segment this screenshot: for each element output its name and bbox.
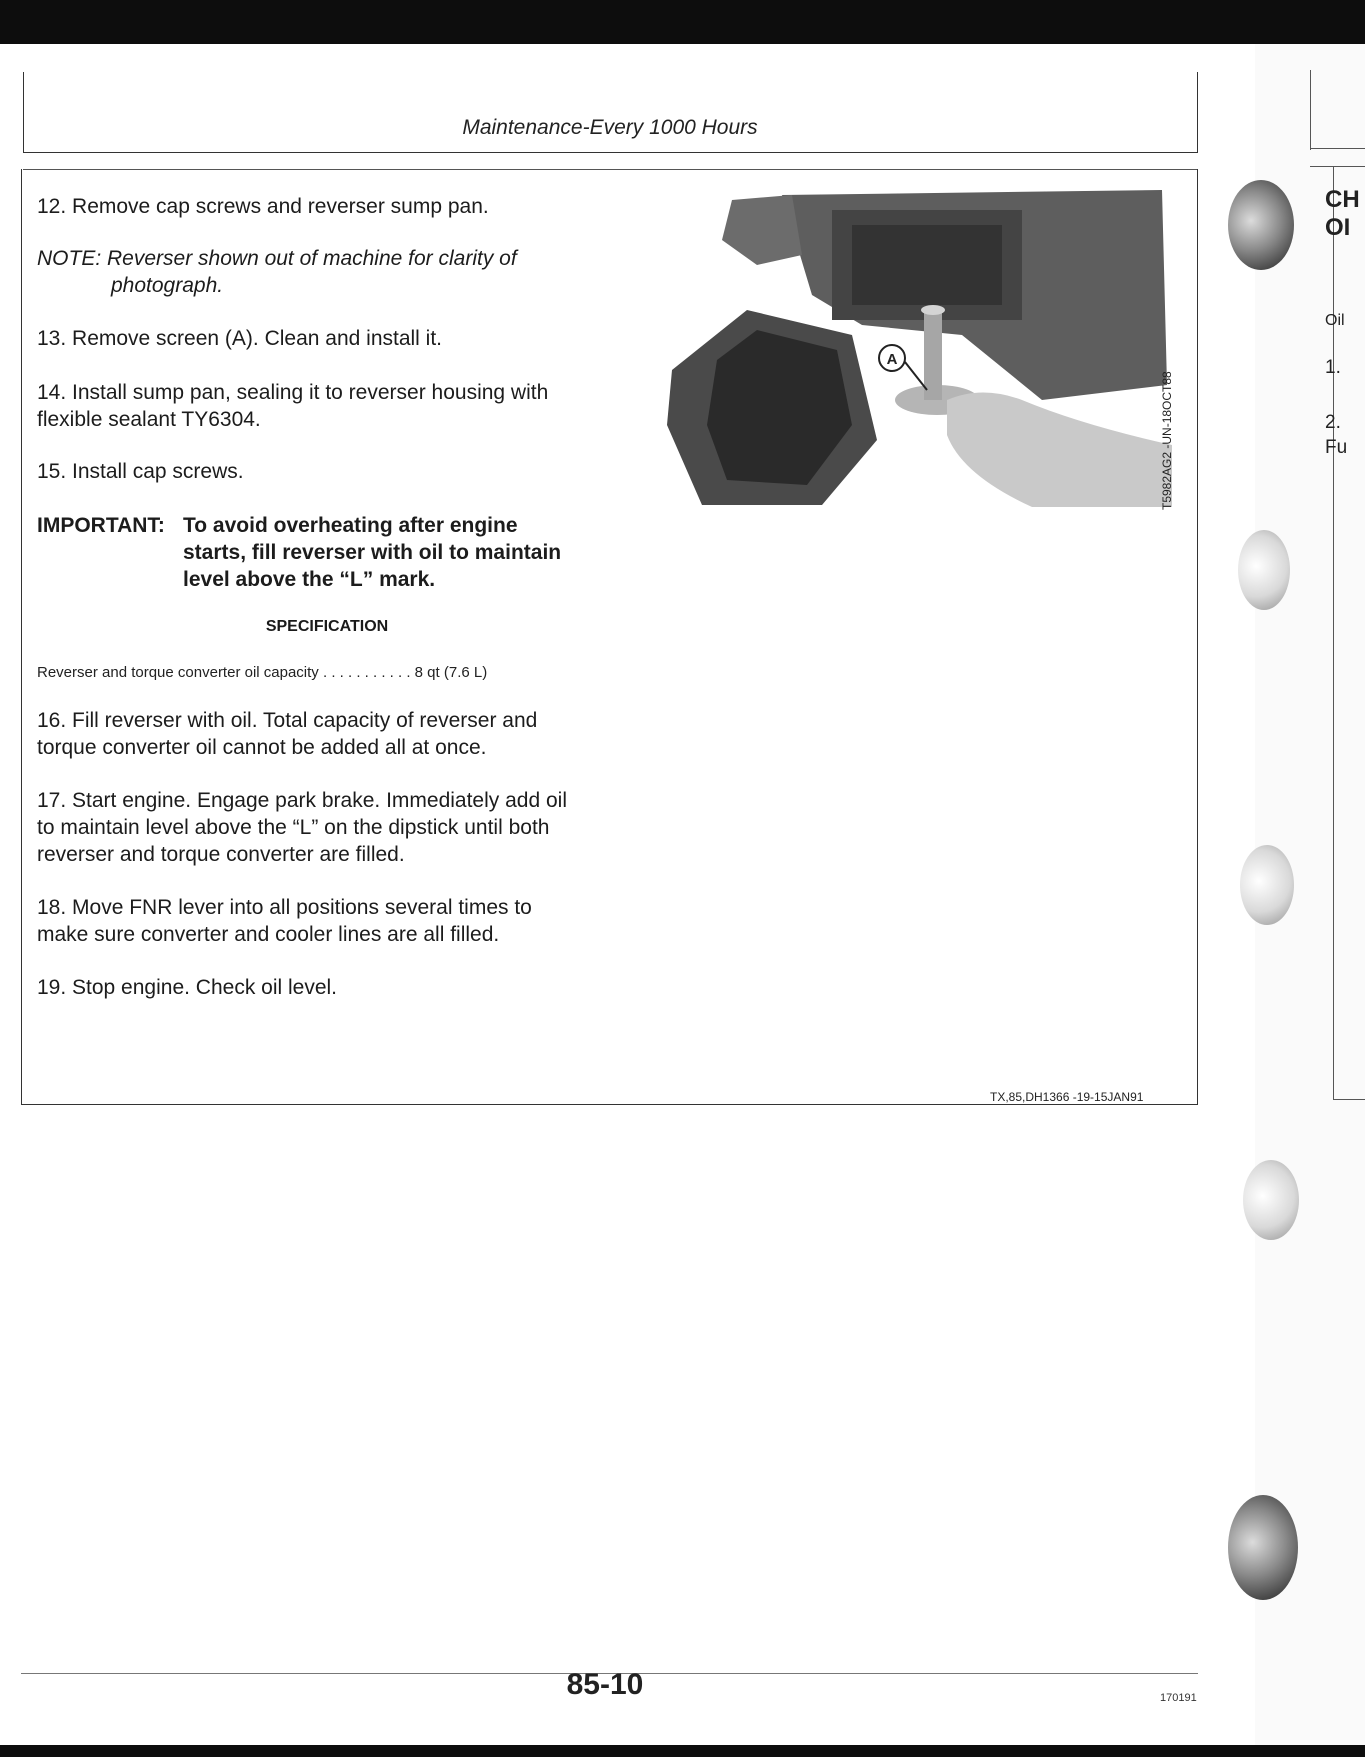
step-19: 19. Stop engine. Check oil level. — [37, 976, 338, 999]
frame-right-line — [1197, 72, 1198, 152]
step-13: 13. Remove screen (A). Clean and install it. — [37, 327, 443, 350]
figure-code: T5982AG2 -UN-18OCT88 — [1160, 371, 1174, 510]
step-17: 17. Start engine. Engage park brake. Immediately add oil to maintain level above the “L” on the dipstick until both reverser and torque converter are filled. — [37, 789, 567, 866]
header-rule — [23, 152, 1198, 153]
note: NOTE: Reverser shown out of machine for clarity of photograph. — [37, 247, 517, 297]
section-title: Maintenance-Every 1000 Hours — [462, 116, 758, 139]
content-top-rule — [23, 169, 1198, 170]
next-page-rule-2 — [1310, 166, 1365, 167]
next-page-text-1: Oil — [1325, 312, 1345, 329]
spec-leader: . . . . . . . . . . . — [318, 664, 415, 681]
spec-item: Reverser and torque converter oil capacity — [37, 664, 319, 681]
binder-ring-2 — [1238, 530, 1290, 610]
next-page-line-2 — [1333, 166, 1334, 1099]
next-page-text-3: 2. — [1325, 412, 1341, 433]
content-left-line — [21, 169, 22, 1105]
reverser-photo-illustration — [662, 185, 1172, 507]
binder-ring-5 — [1228, 1495, 1298, 1600]
binder-ring-4 — [1243, 1160, 1299, 1240]
reference-code: TX,85,DH1366 -19-15JAN91 — [990, 1090, 1144, 1104]
next-page-rule-3 — [1333, 1099, 1365, 1100]
note-label: NOTE: — [37, 247, 102, 270]
next-page-text-2: 1. — [1325, 357, 1341, 378]
frame-left-line — [23, 72, 24, 152]
step-15: 15. Install cap screws. — [37, 460, 244, 483]
important-label: IMPORTANT: — [37, 514, 165, 537]
spec-value: 8 qt (7.6 L) — [414, 664, 488, 681]
step-16: 16. Fill reverser with oil. Total capacity of reverser and torque converter oil cannot be added all at once. — [37, 709, 538, 759]
next-page-line — [1310, 70, 1311, 150]
step-14: 14. Install sump pan, sealing it to reverser housing with flexible sealant TY6304. — [37, 381, 549, 431]
scan-bottom-border — [0, 1745, 1365, 1757]
important-notice: IMPORTANT: To avoid overheating after engine starts, fill reverser with oil to maintain level above the “L” mark. — [37, 514, 562, 591]
specification-heading: SPECIFICATION — [265, 618, 389, 635]
document-code: 170191 — [1160, 1692, 1197, 1704]
binder-ring-1 — [1228, 180, 1294, 270]
step-12: 12. Remove cap screws and reverser sump pan. — [37, 195, 489, 218]
content-bottom-rule — [21, 1104, 1198, 1105]
next-page-heading: CH OI — [1325, 186, 1360, 241]
page-number: 85-10 — [566, 1668, 644, 1701]
step-18: 18. Move FNR lever into all positions several times to make sure converter and cooler lines are all filled. — [37, 896, 532, 946]
callout-a: A — [886, 351, 898, 368]
scan-top-border — [0, 0, 1365, 44]
next-page-text-4: Fu — [1325, 437, 1348, 458]
reverser-photo — [662, 185, 1172, 507]
specification-line — [37, 664, 487, 681]
binder-ring-3 — [1240, 845, 1294, 925]
next-page-rule — [1310, 148, 1365, 149]
